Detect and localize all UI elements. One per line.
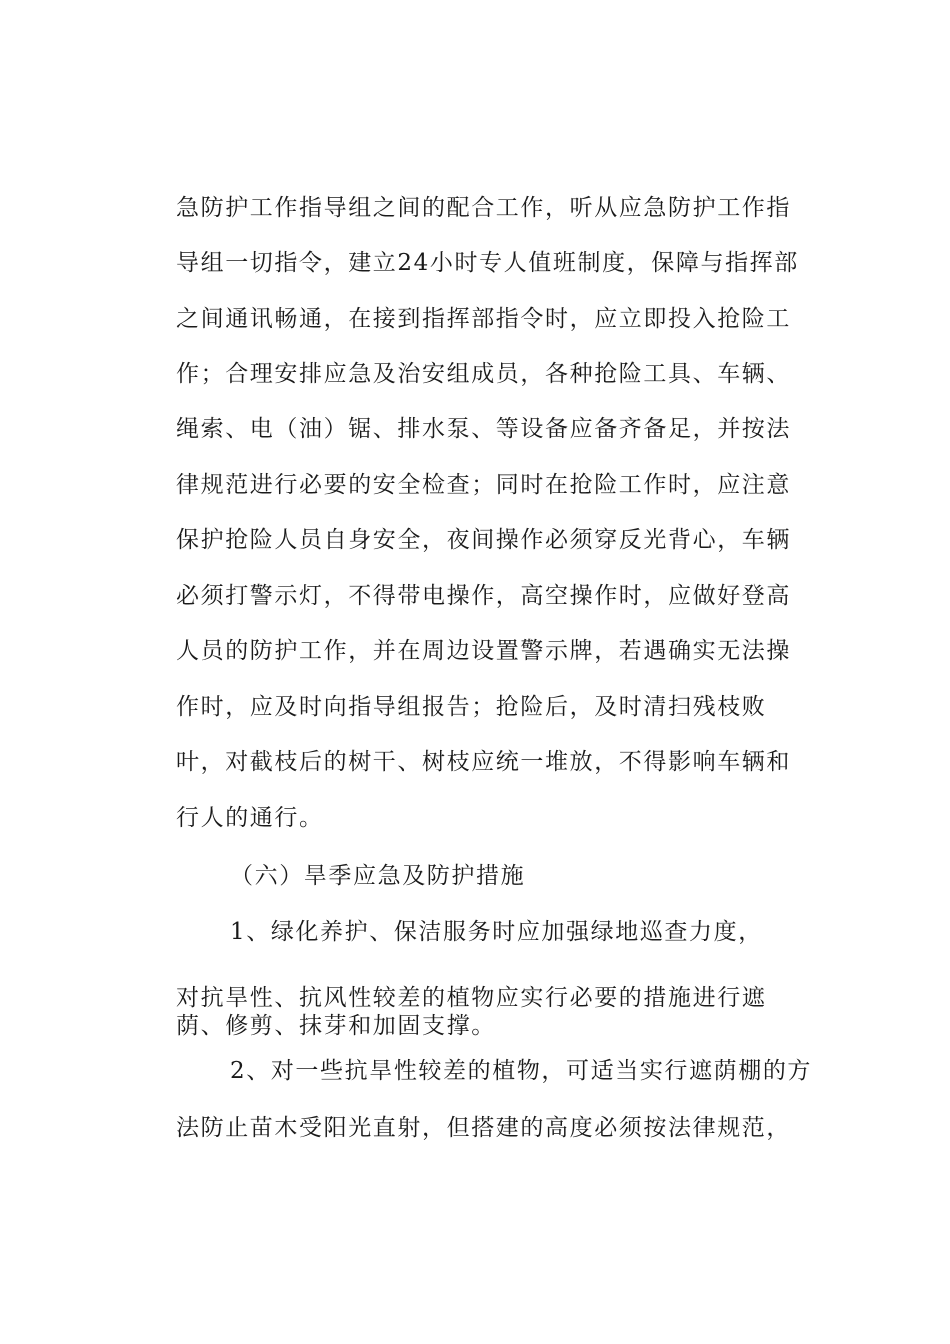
section-heading: （六）旱季应急及防护措施	[230, 863, 526, 889]
paragraph-line-1: 急防护工作指导组之间的配合工作，听从应急防护工作指	[176, 195, 791, 221]
item-1-line-1: 1、绿化养护、保洁服务时应加强绿地巡查力度，	[230, 919, 763, 945]
paragraph-line-7: 保护抢险人员自身安全，夜间操作必须穿反光背心，车辆	[176, 527, 791, 553]
paragraph-line-6: 律规范进行必要的安全检查；同时在抢险工作时，应注意	[176, 472, 791, 498]
item-1-line-3: 荫、修剪、抹芽和加固支撑。	[176, 1013, 496, 1039]
paragraph-line-4: 作；合理安排应急及治安组成员，各种抢险工具、车辆、	[176, 361, 791, 387]
item-2-line-1: 2、对一些抗旱性较差的植物，可适当实行遮荫棚的方	[230, 1058, 813, 1084]
paragraph-line-12: 行人的通行。	[176, 805, 324, 831]
paragraph-line-5: 绳索、电（油）锯、排水泵、等设备应备齐备足，并按法	[176, 416, 791, 442]
item-1-line-2: 对抗旱性、抗风性较差的植物应实行必要的措施进行遮	[176, 985, 767, 1011]
paragraph-line-11: 叶，对截枝后的树干、树枝应统一堆放，不得影响车辆和	[176, 749, 791, 775]
paragraph-line-8: 必须打警示灯，不得带电操作，高空操作时，应做好登高	[176, 583, 791, 609]
paragraph-line-9: 人员的防护工作，并在周边设置警示牌，若遇确实无法操	[176, 638, 791, 664]
paragraph-line-3: 之间通讯畅通，在接到指挥部指令时，应立即投入抢险工	[176, 306, 791, 332]
paragraph-line-10: 作时，应及时向指导组报告；抢险后，及时清扫残枝败	[176, 694, 767, 720]
item-2-line-2: 法防止苗木受阳光直射，但搭建的高度必须按法律规范，	[176, 1115, 791, 1141]
paragraph-line-2: 导组一切指令，建立24小时专人值班制度，保障与指挥部	[176, 250, 799, 276]
